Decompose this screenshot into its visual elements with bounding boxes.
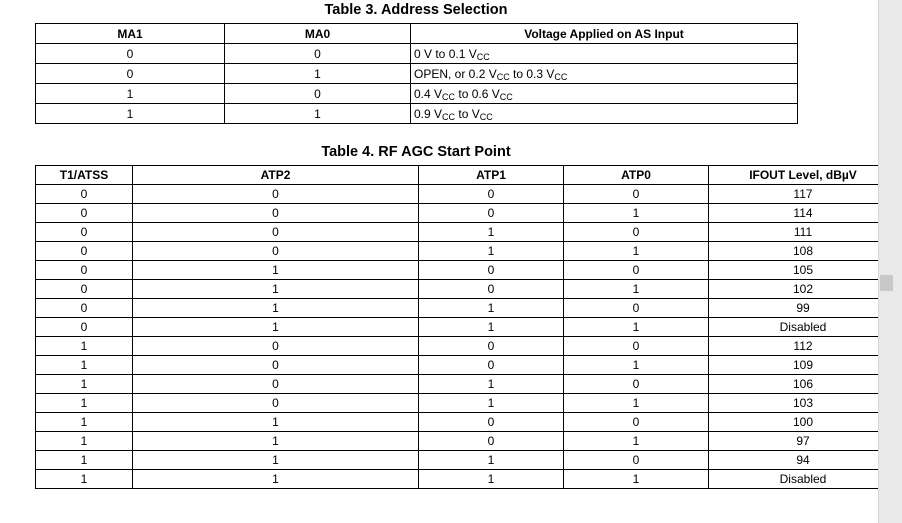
voltage-text: 0.9 V — [414, 106, 443, 121]
table-row — [36, 337, 898, 356]
cell-ifout-level: 102 — [709, 280, 898, 299]
cell-atp0: 0 — [564, 299, 709, 318]
table-header-row — [36, 166, 898, 185]
cell-atp1: 0 — [419, 337, 564, 356]
cell-atp0: 0 — [564, 375, 709, 394]
header-t1-atss: T1/ATSS — [36, 166, 133, 185]
cell-atp1: 1 — [419, 394, 564, 413]
table-row — [36, 104, 798, 124]
table-row — [36, 299, 898, 318]
cell-ma1: 0 — [36, 64, 225, 84]
rf-agc-start-point-table — [35, 165, 898, 489]
cell-atp1: 0 — [419, 356, 564, 375]
cell-atp1: 0 — [419, 261, 564, 280]
cell-atp0: 1 — [564, 432, 709, 451]
cell-atp1: 1 — [419, 451, 564, 470]
cell-ifout-level: 111 — [709, 223, 898, 242]
cell-ifout-level: 105 — [709, 261, 898, 280]
cell-atp1: 1 — [419, 299, 564, 318]
table-row — [36, 432, 898, 451]
cell-ifout-level: 106 — [709, 375, 898, 394]
table-header-row — [36, 24, 798, 44]
vertical-scrollbar[interactable] — [878, 0, 902, 523]
voltage-text: to V — [455, 106, 480, 121]
table-row — [36, 64, 798, 84]
table-row — [36, 185, 898, 204]
table-row — [36, 413, 898, 432]
cell-atp1: 0 — [419, 280, 564, 299]
cell-atp2: 1 — [133, 470, 419, 489]
cell-atp0: 1 — [564, 242, 709, 261]
cell-atp1: 0 — [419, 432, 564, 451]
scrollbar-thumb[interactable] — [880, 275, 893, 291]
voltage-subscript: CC — [499, 91, 513, 102]
cell-ma0: 1 — [225, 64, 411, 84]
header-atp1: ATP1 — [419, 166, 564, 185]
table-row — [36, 318, 898, 337]
cell-t1-atss: 0 — [36, 185, 133, 204]
table-row — [36, 204, 898, 223]
cell-atp1: 1 — [419, 470, 564, 489]
cell-atp2: 0 — [133, 204, 419, 223]
cell-atp2: 1 — [133, 299, 419, 318]
header-ifout-level: IFOUT Level, dBµV — [709, 166, 898, 185]
cell-atp2: 1 — [133, 280, 419, 299]
cell-ma0: 0 — [225, 44, 411, 64]
cell-atp2: 1 — [133, 451, 419, 470]
cell-atp0: 1 — [564, 394, 709, 413]
cell-atp2: 0 — [133, 356, 419, 375]
cell-t1-atss: 1 — [36, 337, 133, 356]
cell-atp0: 1 — [564, 470, 709, 489]
cell-atp0: 1 — [564, 356, 709, 375]
voltage-subscript: CC — [554, 71, 568, 82]
cell-atp2: 0 — [133, 337, 419, 356]
cell-ifout-level: 114 — [709, 204, 898, 223]
voltage-text: to 0.3 V — [509, 66, 555, 81]
cell-atp1: 0 — [419, 185, 564, 204]
cell-atp2: 1 — [133, 318, 419, 337]
cell-atp1: 1 — [419, 375, 564, 394]
table-row — [36, 375, 898, 394]
table-row — [36, 356, 898, 375]
cell-t1-atss: 0 — [36, 280, 133, 299]
table-row — [36, 451, 898, 470]
cell-atp2: 0 — [133, 185, 419, 204]
cell-voltage — [411, 64, 798, 84]
table-row — [36, 261, 898, 280]
header-ma0: MA0 — [225, 24, 411, 44]
voltage-subscript: CC — [442, 111, 456, 122]
cell-ifout-level: Disabled — [709, 318, 898, 337]
cell-atp2: 0 — [133, 242, 419, 261]
cell-ifout-level: 103 — [709, 394, 898, 413]
table-row — [36, 223, 898, 242]
voltage-text: 0 V to 0.1 V — [414, 46, 477, 61]
cell-voltage — [411, 44, 798, 64]
header-voltage: Voltage Applied on AS Input — [411, 24, 798, 44]
cell-t1-atss: 0 — [36, 299, 133, 318]
cell-ma1: 1 — [36, 84, 225, 104]
cell-ifout-level: 97 — [709, 432, 898, 451]
cell-t1-atss: 1 — [36, 375, 133, 394]
cell-atp0: 0 — [564, 185, 709, 204]
voltage-text: 0.4 V — [414, 86, 443, 101]
cell-atp1: 1 — [419, 223, 564, 242]
header-ma1: MA1 — [36, 24, 225, 44]
table-row — [36, 242, 898, 261]
cell-t1-atss: 0 — [36, 242, 133, 261]
voltage-text: to 0.6 V — [455, 86, 500, 101]
cell-t1-atss: 1 — [36, 451, 133, 470]
cell-atp0: 0 — [564, 223, 709, 242]
table-row — [36, 280, 898, 299]
cell-ifout-level: 108 — [709, 242, 898, 261]
cell-atp2: 0 — [133, 375, 419, 394]
cell-ifout-level: Disabled — [709, 470, 898, 489]
cell-t1-atss: 0 — [36, 261, 133, 280]
address-selection-table — [35, 23, 798, 124]
cell-t1-atss: 0 — [36, 318, 133, 337]
voltage-subscript: CC — [476, 51, 490, 62]
table-row — [36, 470, 898, 489]
cell-atp2: 1 — [133, 261, 419, 280]
cell-atp0: 1 — [564, 280, 709, 299]
cell-t1-atss: 1 — [36, 413, 133, 432]
table-3-title: Table 3. Address Selection — [324, 2, 508, 18]
voltage-subscript: CC — [442, 91, 456, 102]
cell-atp2: 1 — [133, 413, 419, 432]
cell-ifout-level: 94 — [709, 451, 898, 470]
cell-voltage — [411, 104, 798, 124]
cell-ifout-level: 117 — [709, 185, 898, 204]
cell-ifout-level: 109 — [709, 356, 898, 375]
cell-atp0: 1 — [564, 318, 709, 337]
table-row — [36, 84, 798, 104]
header-atp0: ATP0 — [564, 166, 709, 185]
cell-atp2: 0 — [133, 223, 419, 242]
voltage-subscript: CC — [496, 71, 510, 82]
cell-atp1: 1 — [419, 318, 564, 337]
cell-atp1: 0 — [419, 204, 564, 223]
cell-ma0: 0 — [225, 84, 411, 104]
cell-t1-atss: 1 — [36, 432, 133, 451]
cell-ma0: 1 — [225, 104, 411, 124]
table-row — [36, 44, 798, 64]
cell-atp2: 1 — [133, 432, 419, 451]
cell-t1-atss: 1 — [36, 470, 133, 489]
cell-atp0: 0 — [564, 261, 709, 280]
cell-t1-atss: 0 — [36, 204, 133, 223]
cell-t1-atss: 1 — [36, 356, 133, 375]
cell-atp0: 0 — [564, 413, 709, 432]
voltage-subscript: CC — [479, 111, 493, 122]
cell-ma1: 0 — [36, 44, 225, 64]
cell-atp1: 0 — [419, 413, 564, 432]
cell-ifout-level: 100 — [709, 413, 898, 432]
cell-t1-atss: 0 — [36, 223, 133, 242]
cell-atp1: 1 — [419, 242, 564, 261]
header-atp2: ATP2 — [133, 166, 419, 185]
voltage-text: OPEN, or 0.2 V — [414, 66, 497, 81]
cell-voltage — [411, 84, 798, 104]
cell-atp0: 0 — [564, 337, 709, 356]
table-4-title: Table 4. RF AGC Start Point — [321, 144, 511, 160]
cell-ifout-level: 112 — [709, 337, 898, 356]
cell-t1-atss: 1 — [36, 394, 133, 413]
table-row — [36, 394, 898, 413]
cell-atp0: 0 — [564, 451, 709, 470]
cell-atp0: 1 — [564, 204, 709, 223]
cell-ifout-level: 99 — [709, 299, 898, 318]
cell-atp2: 0 — [133, 394, 419, 413]
cell-ma1: 1 — [36, 104, 225, 124]
